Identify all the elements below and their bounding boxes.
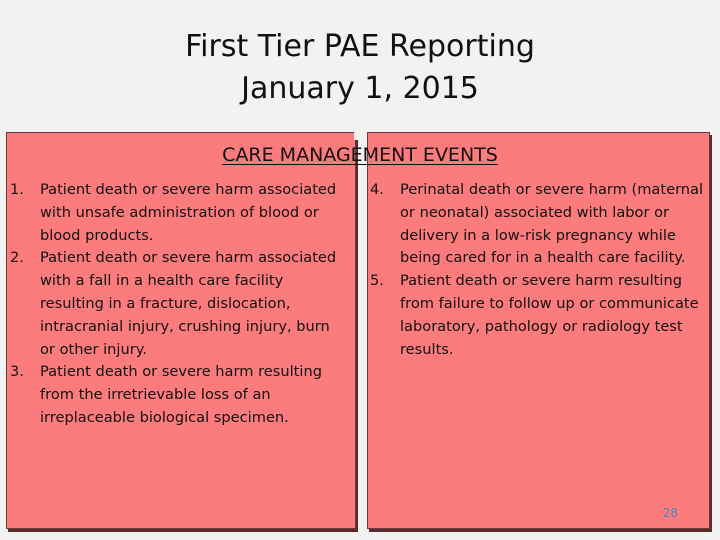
list-item-number: 3. [10, 363, 24, 381]
list-item-text: Patient death or severe harm associated with unsafe administration of blood or blood products. [40, 181, 337, 244]
page-number: 28 [662, 506, 678, 520]
right-event-list [370, 179, 704, 361]
left-event-list [10, 179, 348, 430]
list-item-number: 2. [10, 249, 24, 267]
list-item-text: Patient death or severe harm resulting from failure to follow up or communicate laboratory, pathology or radiology test results. [400, 272, 699, 358]
title-line-1: First Tier PAE Reporting [185, 29, 535, 64]
list-item-number: 4. [370, 181, 384, 198]
list-item-text: Perinatal death or severe harm (maternal or neonatal) associated with labor or delivery in a low-risk pregnancy while being cared for in a health care facility. [400, 181, 704, 267]
list-item-text: Patient death or severe harm associated with a fall in a health care facility resulting in a fracture, dislocation, intracranial injury, crushing injury, burn or other injury. [40, 249, 337, 358]
list-item-number: 5. [370, 272, 384, 290]
list-item [10, 179, 348, 247]
list-item-number: 1. [10, 181, 24, 198]
list-item [10, 247, 348, 361]
list-item [10, 361, 348, 429]
panel-divider [354, 132, 366, 140]
section-heading: CARE MANAGEMENT EVENTS [222, 144, 498, 166]
list-item [370, 179, 704, 270]
title-line-2: January 1, 2015 [241, 71, 479, 106]
list-item [370, 270, 704, 361]
slide-title [0, 26, 720, 110]
list-item-text: Patient death or severe harm resulting from the irretrievable loss of an irreplaceable biological specimen. [40, 363, 322, 426]
